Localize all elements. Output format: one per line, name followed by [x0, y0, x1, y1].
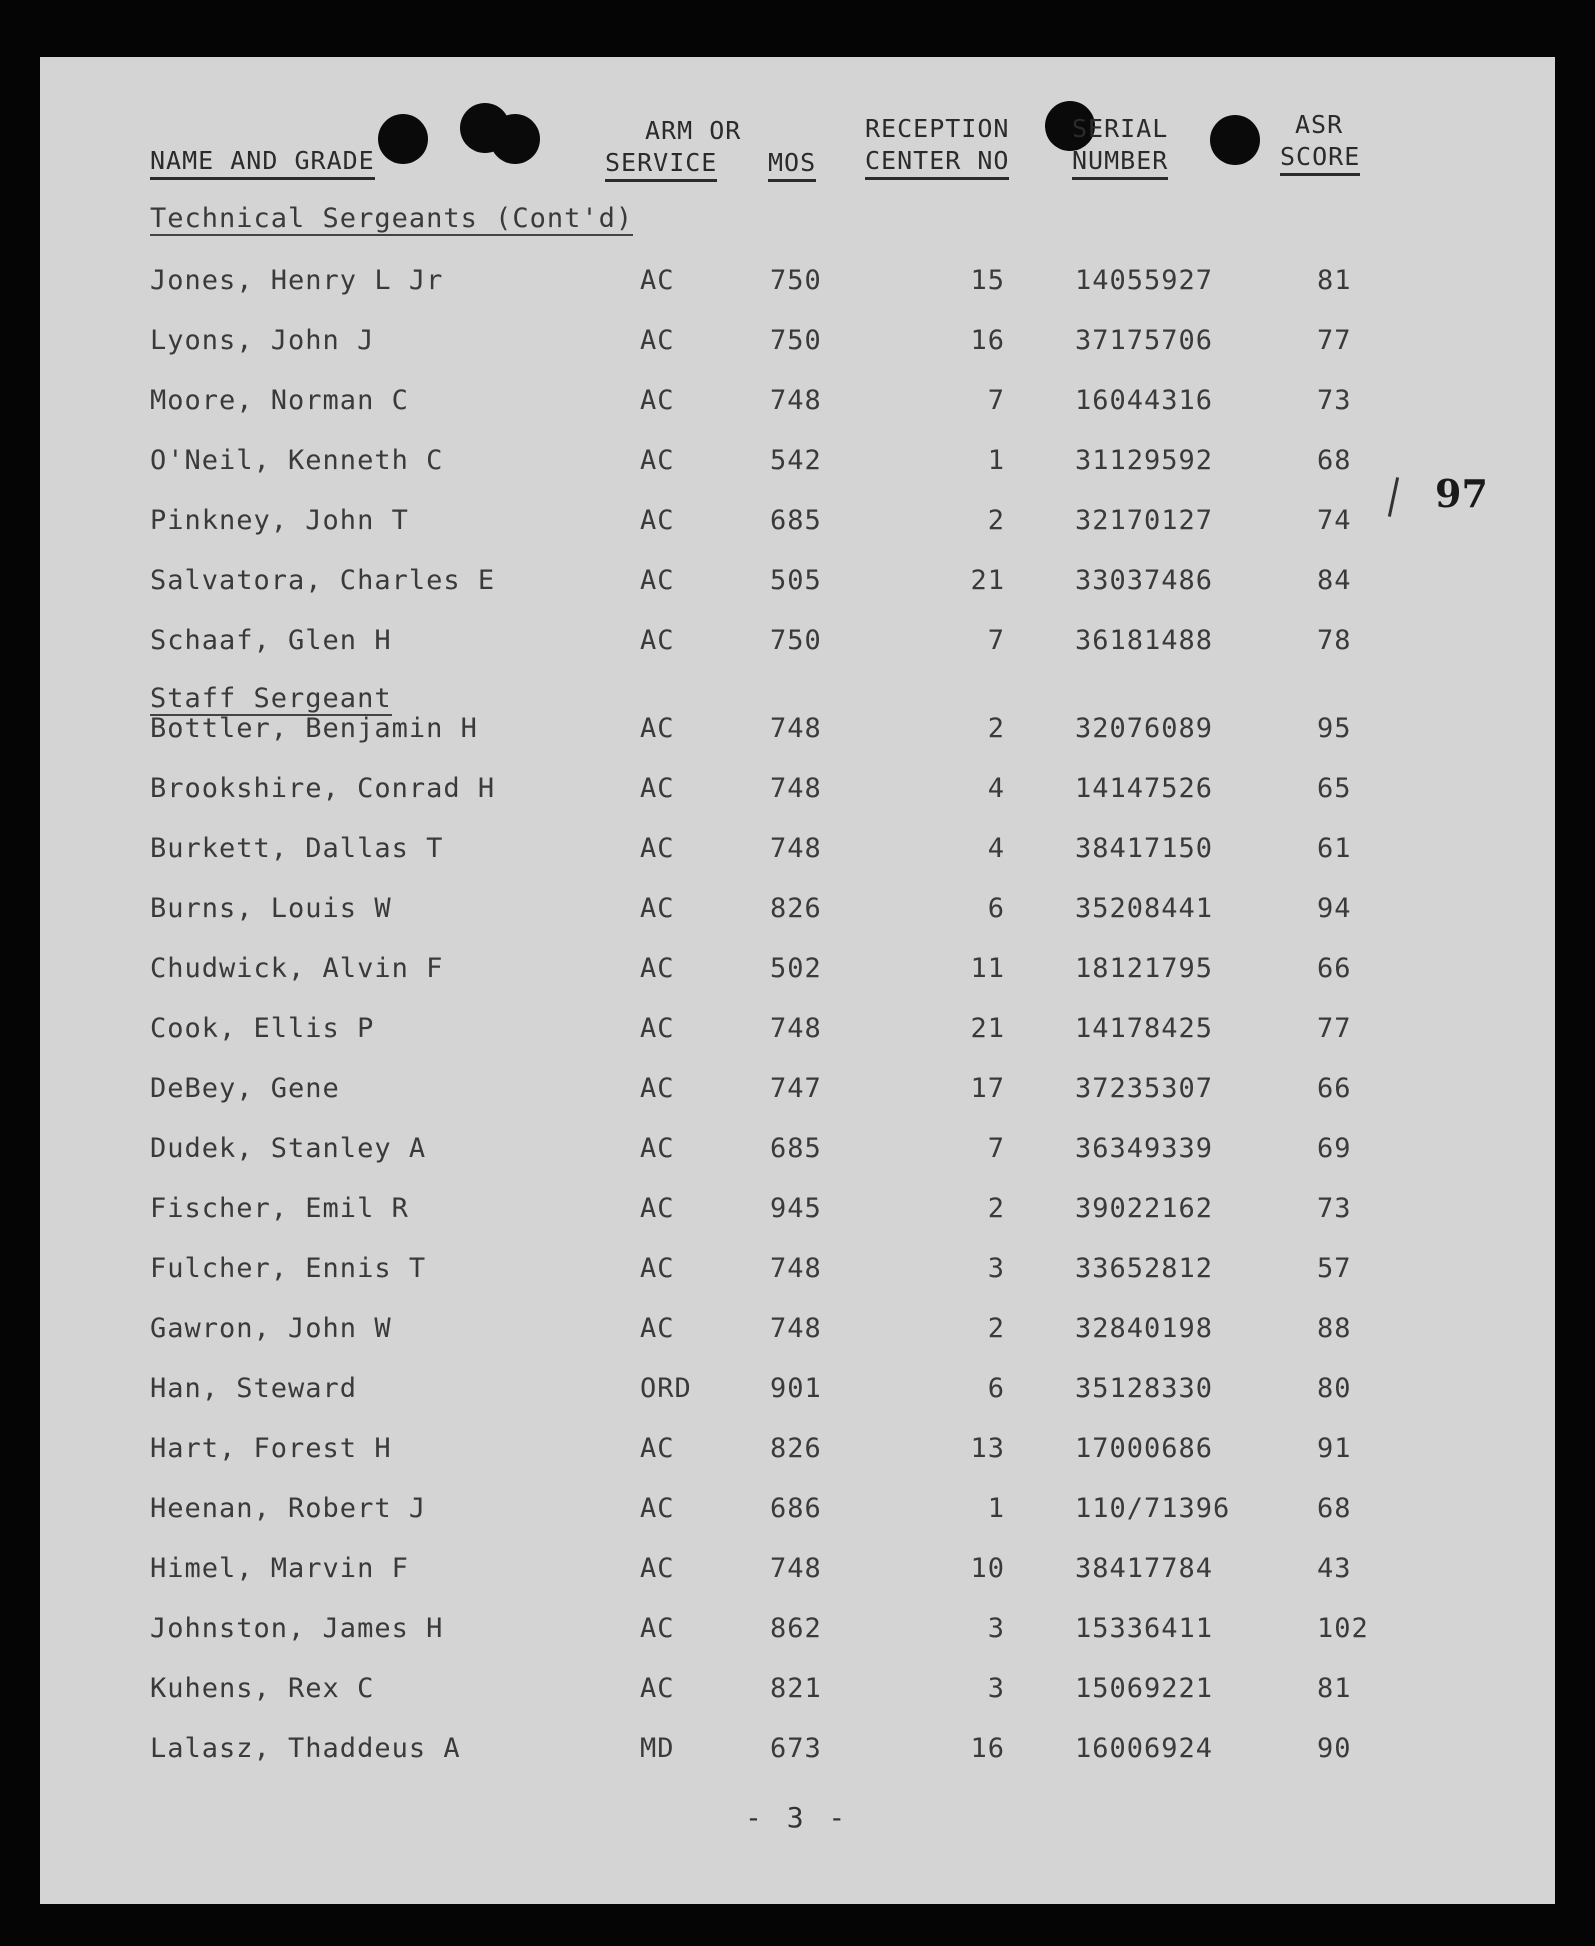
cell-arm: AC: [640, 325, 675, 356]
cell-asr: 78: [1317, 625, 1352, 656]
cell-name: Burns, Louis W: [150, 893, 392, 924]
cell-name: Cook, Ellis P: [150, 1013, 375, 1044]
cell-name: Burkett, Dallas T: [150, 833, 444, 864]
cell-serial: 35128330: [1075, 1373, 1214, 1404]
header-arm-service: [605, 115, 741, 182]
cell-arm: AC: [640, 1613, 675, 1644]
cell-name: Pinkney, John T: [150, 505, 409, 536]
cell-asr: 80: [1317, 1373, 1352, 1404]
cell-reception: 3: [987, 1673, 1005, 1704]
cell-name: Salvatora, Charles E: [150, 565, 496, 596]
header-asr: [1280, 109, 1360, 176]
cell-name: DeBey, Gene: [150, 1073, 340, 1104]
cell-mos: 685: [770, 1133, 822, 1164]
cell-name: Han, Steward: [150, 1373, 358, 1404]
cell-serial: 14178425: [1075, 1013, 1214, 1044]
cell-serial: 15069221: [1075, 1673, 1214, 1704]
cell-asr: 88: [1317, 1313, 1352, 1344]
cell-reception: 1: [987, 445, 1005, 476]
cell-asr: 68: [1317, 1493, 1352, 1524]
cell-arm: AC: [640, 625, 675, 656]
cell-reception: 11: [970, 953, 1005, 984]
cell-reception: 2: [987, 1313, 1005, 1344]
cell-arm: AC: [640, 565, 675, 596]
cell-name: Lyons, John J: [150, 325, 375, 356]
header-arm-line1: ARM OR: [645, 116, 742, 145]
cell-mos: 542: [770, 445, 822, 476]
table-row: [40, 713, 1555, 753]
cell-asr: 43: [1317, 1553, 1352, 1584]
table-row: [40, 893, 1555, 933]
cell-name: Lalasz, Thaddeus A: [150, 1733, 461, 1764]
cell-serial: 38417784: [1075, 1553, 1214, 1584]
table-row: [40, 1733, 1555, 1773]
cell-mos: 945: [770, 1193, 822, 1224]
cell-reception: 7: [987, 625, 1005, 656]
cell-mos: 748: [770, 1553, 822, 1584]
section-heading: [150, 203, 633, 243]
cell-serial: 31129592: [1075, 445, 1214, 476]
cell-name: Kuhens, Rex C: [150, 1673, 375, 1704]
cell-arm: AC: [640, 265, 675, 296]
cell-asr: 77: [1317, 325, 1352, 356]
cell-arm: AC: [640, 1313, 675, 1344]
cell-name: Bottler, Benjamin H: [150, 713, 478, 744]
cell-arm: AC: [640, 1433, 675, 1464]
cell-asr: 61: [1317, 833, 1352, 864]
cell-serial: 32076089: [1075, 713, 1214, 744]
header-asr-line2: SCORE: [1280, 141, 1360, 176]
cell-arm: AC: [640, 1193, 675, 1224]
cell-mos: 748: [770, 713, 822, 744]
cell-serial: 32170127: [1075, 505, 1214, 536]
cell-name: Himel, Marvin F: [150, 1553, 409, 1584]
cell-serial: 37235307: [1075, 1073, 1214, 1104]
header-serial: [1072, 113, 1168, 180]
cell-asr: 91: [1317, 1433, 1352, 1464]
cell-serial: 16044316: [1075, 385, 1214, 416]
cell-arm: AC: [640, 1013, 675, 1044]
cell-asr: 84: [1317, 565, 1352, 596]
table-row: [40, 265, 1555, 305]
header-mos-text: MOS: [768, 147, 816, 182]
cell-mos: 901: [770, 1373, 822, 1404]
cell-reception: 2: [987, 1193, 1005, 1224]
cell-asr: 68: [1317, 445, 1352, 476]
table-row: [40, 1253, 1555, 1293]
cell-asr: 66: [1317, 953, 1352, 984]
cell-name: Johnston, James H: [150, 1613, 444, 1644]
cell-reception: 3: [987, 1613, 1005, 1644]
header-serial-line1: SERIAL: [1072, 114, 1169, 143]
section-title: Technical Sergeants (Cont'd): [150, 203, 634, 234]
header-reception-line2: CENTER NO: [865, 145, 1009, 180]
header-arm-line2: SERVICE: [605, 147, 717, 182]
punch-hole: [490, 114, 540, 164]
cell-serial: 37175706: [1075, 325, 1214, 356]
cell-asr: 95: [1317, 713, 1352, 744]
cell-asr: 73: [1317, 1193, 1352, 1224]
header-name-grade: [150, 145, 375, 180]
cell-reception: 7: [987, 1133, 1005, 1164]
cell-mos: 826: [770, 1433, 822, 1464]
cell-reception: 16: [970, 1733, 1005, 1764]
cell-arm: ORD: [640, 1373, 692, 1404]
cell-serial: 39022162: [1075, 1193, 1214, 1224]
table-row: [40, 1553, 1555, 1593]
cell-name: Moore, Norman C: [150, 385, 409, 416]
cell-name: Jones, Henry L Jr: [150, 265, 444, 296]
cell-arm: AC: [640, 1553, 675, 1584]
table-row: [40, 385, 1555, 425]
cell-reception: 21: [970, 1013, 1005, 1044]
cell-mos: 821: [770, 1673, 822, 1704]
cell-serial: 17000686: [1075, 1433, 1214, 1464]
cell-name: Brookshire, Conrad H: [150, 773, 496, 804]
cell-mos: 748: [770, 385, 822, 416]
cell-asr: 69: [1317, 1133, 1352, 1164]
cell-asr: 66: [1317, 1073, 1352, 1104]
table-row: [40, 1313, 1555, 1353]
cell-asr: 102: [1317, 1613, 1369, 1644]
cell-arm: AC: [640, 505, 675, 536]
cell-reception: 7: [987, 385, 1005, 416]
table-row: [40, 953, 1555, 993]
table-row: [40, 1193, 1555, 1233]
table-row: [40, 445, 1555, 485]
cell-reception: 15: [970, 265, 1005, 296]
cell-serial: 18121795: [1075, 953, 1214, 984]
margin-page-stamp: 97: [1435, 471, 1488, 516]
cell-reception: 6: [987, 1373, 1005, 1404]
cell-asr: 77: [1317, 1013, 1352, 1044]
cell-arm: MD: [640, 1733, 675, 1764]
cell-arm: AC: [640, 1253, 675, 1284]
cell-reception: 17: [970, 1073, 1005, 1104]
cell-mos: 750: [770, 325, 822, 356]
cell-name: Fischer, Emil R: [150, 1193, 409, 1224]
cell-reception: 2: [987, 505, 1005, 536]
header-name-grade-text: NAME AND GRADE: [150, 145, 375, 180]
cell-serial: 38417150: [1075, 833, 1214, 864]
header-serial-line2: NUMBER: [1072, 145, 1168, 180]
cell-arm: AC: [640, 953, 675, 984]
document-page: [40, 57, 1555, 1904]
cell-mos: 748: [770, 1313, 822, 1344]
table-row: [40, 1493, 1555, 1533]
cell-reception: 4: [987, 773, 1005, 804]
table-row: [40, 773, 1555, 813]
cell-name: Fulcher, Ennis T: [150, 1253, 427, 1284]
table-row: [40, 1613, 1555, 1653]
cell-arm: AC: [640, 1673, 675, 1704]
cell-mos: 748: [770, 833, 822, 864]
cell-asr: 74: [1317, 505, 1352, 536]
table-row: [40, 1673, 1555, 1713]
cell-name: O'Neil, Kenneth C: [150, 445, 444, 476]
cell-serial: 36349339: [1075, 1133, 1214, 1164]
cell-mos: 748: [770, 1253, 822, 1284]
cell-asr: 81: [1317, 265, 1352, 296]
cell-serial: 14147526: [1075, 773, 1214, 804]
cell-reception: 21: [970, 565, 1005, 596]
cell-name: Dudek, Stanley A: [150, 1133, 427, 1164]
cell-reception: 1: [987, 1493, 1005, 1524]
cell-reception: 3: [987, 1253, 1005, 1284]
table-row: [40, 325, 1555, 365]
cell-asr: 90: [1317, 1733, 1352, 1764]
cell-arm: AC: [640, 893, 675, 924]
cell-reception: 10: [970, 1553, 1005, 1584]
cell-asr: 65: [1317, 773, 1352, 804]
table-row: [40, 1373, 1555, 1413]
cell-mos: 748: [770, 773, 822, 804]
cell-mos: 686: [770, 1493, 822, 1524]
cell-serial: 110/71396: [1075, 1493, 1231, 1524]
cell-serial: 14055927: [1075, 265, 1214, 296]
cell-mos: 673: [770, 1733, 822, 1764]
cell-mos: 747: [770, 1073, 822, 1104]
header-mos: [768, 147, 816, 182]
cell-arm: AC: [640, 1133, 675, 1164]
cell-serial: 35208441: [1075, 893, 1214, 924]
page-number: - 3 -: [745, 1801, 850, 1834]
cell-asr: 81: [1317, 1673, 1352, 1704]
cell-mos: 750: [770, 265, 822, 296]
cell-serial: 32840198: [1075, 1313, 1214, 1344]
section-title: Staff Sergeant: [150, 683, 392, 714]
cell-arm: AC: [640, 1073, 675, 1104]
cell-serial: 33037486: [1075, 565, 1214, 596]
header-reception-line1: RECEPTION: [865, 114, 1010, 143]
cell-mos: 750: [770, 625, 822, 656]
cell-name: Heenan, Robert J: [150, 1493, 427, 1524]
cell-name: Hart, Forest H: [150, 1433, 392, 1464]
cell-reception: 16: [970, 325, 1005, 356]
table-row: [40, 505, 1555, 545]
table-row: [40, 1433, 1555, 1473]
cell-arm: AC: [640, 773, 675, 804]
table-row: [40, 833, 1555, 873]
cell-serial: 16006924: [1075, 1733, 1214, 1764]
cell-arm: AC: [640, 713, 675, 744]
cell-arm: AC: [640, 385, 675, 416]
cell-mos: 505: [770, 565, 822, 596]
table-row: [40, 1073, 1555, 1113]
cell-mos: 685: [770, 505, 822, 536]
header-reception: [865, 113, 1009, 180]
cell-reception: 2: [987, 713, 1005, 744]
cell-name: Chudwick, Alvin F: [150, 953, 444, 984]
cell-serial: 15336411: [1075, 1613, 1214, 1644]
cell-asr: 57: [1317, 1253, 1352, 1284]
cell-mos: 748: [770, 1013, 822, 1044]
cell-serial: 36181488: [1075, 625, 1214, 656]
cell-serial: 33652812: [1075, 1253, 1214, 1284]
cell-mos: 502: [770, 953, 822, 984]
cell-reception: 6: [987, 893, 1005, 924]
cell-name: Gawron, John W: [150, 1313, 392, 1344]
punch-hole: [1210, 115, 1260, 165]
table-row: [40, 625, 1555, 665]
cell-reception: 4: [987, 833, 1005, 864]
table-row: [40, 1013, 1555, 1053]
cell-asr: 94: [1317, 893, 1352, 924]
cell-mos: 862: [770, 1613, 822, 1644]
cell-arm: AC: [640, 445, 675, 476]
table-row: [40, 1133, 1555, 1173]
cell-name: Schaaf, Glen H: [150, 625, 392, 656]
punch-hole: [378, 114, 428, 164]
cell-arm: AC: [640, 833, 675, 864]
cell-asr: 73: [1317, 385, 1352, 416]
cell-arm: AC: [640, 1493, 675, 1524]
table-row: [40, 565, 1555, 605]
cell-mos: 826: [770, 893, 822, 924]
cell-reception: 13: [970, 1433, 1005, 1464]
header-asr-line1: ASR: [1295, 110, 1344, 139]
